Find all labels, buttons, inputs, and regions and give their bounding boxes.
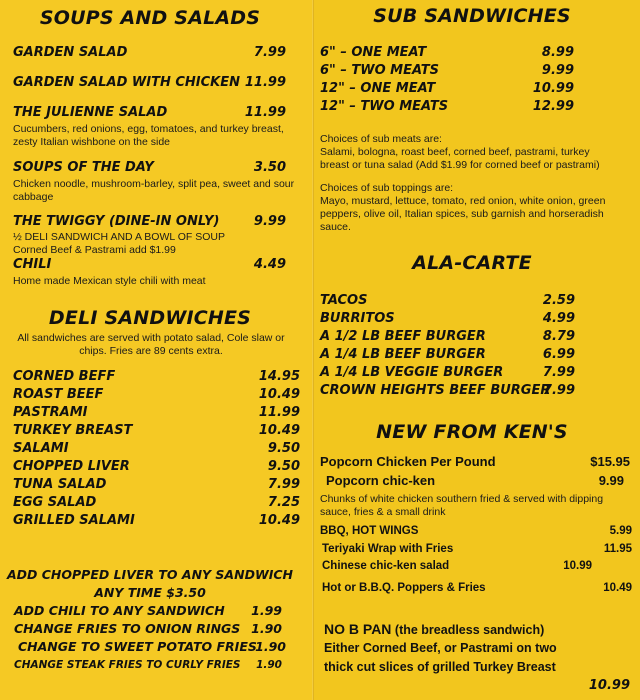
addon-item bbox=[14, 602, 282, 620]
menu-item bbox=[326, 472, 624, 490]
menu-item bbox=[320, 310, 575, 328]
sub-meats-title: Choices of sub meats are: bbox=[320, 133, 442, 145]
item-price: 10.49 bbox=[258, 513, 300, 528]
item-description: Home made Mexican style chili with meat bbox=[13, 275, 206, 287]
item-name: 12" – ONE MEAT bbox=[320, 81, 436, 96]
item-description: Chicken noodle, mushroom-barley, split pea, sweet and sour cabbage bbox=[13, 178, 295, 203]
item-name: A 1/4 LB BEEF BURGER bbox=[320, 347, 486, 362]
addon-list bbox=[14, 602, 286, 674]
item-name: GRILLED SALAMI bbox=[13, 513, 135, 528]
item-price: 10.99 bbox=[563, 560, 592, 572]
menu-item bbox=[320, 292, 575, 310]
item-name: TURKEY BREAST bbox=[13, 423, 133, 438]
item-price: 7.99 bbox=[542, 365, 575, 380]
nobpan-line: Either Corned Beef, or Pastrami on two bbox=[324, 641, 557, 655]
left-column bbox=[0, 0, 312, 700]
item-price: 1.90 bbox=[251, 621, 282, 636]
sub-meats: Salami, bologna, roast beef, corned beef, pastrami, turkey breast or tuna salad (Add $1.99 for corned beef or pastrami) bbox=[320, 146, 600, 171]
kens-title: NEW FROM KEN'S bbox=[376, 421, 568, 443]
item-description: Chunks of white chicken southern fried & served with dipping sauce, fries & a small drink bbox=[320, 493, 604, 518]
item-price: 11.99 bbox=[258, 405, 300, 420]
addon-item bbox=[14, 620, 282, 638]
item-name: SALAMI bbox=[13, 441, 69, 456]
menu-item bbox=[320, 364, 575, 382]
item-name: CROWN HEIGHTS BEEF BURGER bbox=[320, 383, 551, 398]
menu-item bbox=[320, 346, 575, 364]
item-price: $15.95 bbox=[590, 454, 630, 469]
item-name: THE TWIGGY (DINE-IN ONLY) bbox=[13, 214, 220, 229]
deli-title: DELI SANDWICHES bbox=[48, 307, 252, 329]
item-name: THE JULIENNE SALAD bbox=[13, 105, 168, 120]
item-name: A 1/4 LB VEGGIE BURGER bbox=[320, 365, 504, 380]
item-name: BURRITOS bbox=[320, 311, 395, 326]
item-price: 11.99 bbox=[244, 75, 286, 90]
item-name: Popcorn chic-ken bbox=[326, 473, 436, 488]
item-name: GARDEN SALAD bbox=[13, 45, 128, 60]
menu-item bbox=[322, 540, 632, 558]
item-price: 7.25 bbox=[267, 495, 300, 510]
item-price: 10.99 bbox=[532, 81, 574, 96]
alacarte-list bbox=[320, 292, 575, 400]
item-name: SOUPS OF THE DAY bbox=[13, 160, 154, 175]
menu-item bbox=[13, 386, 300, 404]
item-price: 11.99 bbox=[244, 105, 286, 120]
soups-salads-title: SOUPS AND SALADS bbox=[39, 7, 261, 29]
menu-item bbox=[320, 382, 575, 400]
item-description: Cucumbers, red onions, egg, tomatoes, and turkey breast, zesty Italian wishbone on the side bbox=[13, 123, 284, 148]
item-price: 2.59 bbox=[542, 293, 575, 308]
menu-item bbox=[13, 213, 286, 231]
item-price: 8.99 bbox=[541, 45, 574, 60]
item-name: Teriyaki Wrap with Fries bbox=[322, 543, 454, 555]
item-name: A 1/2 LB BEEF BURGER bbox=[320, 329, 486, 344]
item-name: CHANGE STEAK FRIES TO CURLY FRIES bbox=[14, 659, 241, 671]
item-name: 6" – ONE MEAT bbox=[320, 45, 427, 60]
addon-line: ADD CHOPPED LIVER TO ANY SANDWICH bbox=[6, 567, 294, 582]
menu-item bbox=[320, 98, 574, 116]
item-name: ADD CHILI TO ANY SANDWICH bbox=[14, 603, 225, 618]
menu-item bbox=[13, 159, 286, 177]
item-name: CHOPPED LIVER bbox=[13, 459, 130, 474]
item-price: 1.99 bbox=[251, 603, 282, 618]
menu-item bbox=[13, 368, 300, 386]
menu-item bbox=[13, 512, 300, 530]
nobpan-price: 10.99 bbox=[588, 678, 630, 693]
item-price: 8.79 bbox=[542, 329, 575, 344]
item-name: EGG SALAD bbox=[13, 495, 97, 510]
menu-item bbox=[13, 74, 286, 92]
item-price: 10.49 bbox=[258, 423, 300, 438]
item-price: 6.99 bbox=[542, 347, 575, 362]
nobpan-subtitle: (the breadless sandwich) bbox=[394, 623, 545, 637]
item-price: 1.90 bbox=[256, 659, 282, 671]
item-name: CHANGE FRIES TO ONION RINGS bbox=[14, 621, 241, 636]
item-name: Chinese chic-ken salad bbox=[322, 560, 450, 572]
menu-item bbox=[13, 494, 300, 512]
item-name: CHILI bbox=[13, 257, 52, 272]
item-name: BBQ, HOT WINGS bbox=[320, 525, 419, 537]
item-price: 1.90 bbox=[255, 639, 286, 654]
item-price: 9.50 bbox=[267, 459, 300, 474]
subs-title: SUB SANDWICHES bbox=[373, 5, 571, 27]
menu-item bbox=[322, 579, 632, 597]
item-price: 11.95 bbox=[603, 543, 632, 555]
menu-item bbox=[322, 557, 592, 575]
menu-item bbox=[13, 104, 286, 122]
item-description: ½ DELI SANDWICH AND A BOWL OF SOUP Corned Beef & Pastrami add $1.99 bbox=[13, 231, 225, 256]
item-name: ROAST BEEF bbox=[13, 387, 104, 402]
item-price: 9.99 bbox=[541, 63, 574, 78]
item-price: 3.50 bbox=[253, 160, 286, 175]
menu-item bbox=[320, 453, 630, 471]
item-name: Popcorn Chicken Per Pound bbox=[320, 454, 496, 469]
sub-toppings-title: Choices of sub toppings are: bbox=[320, 182, 454, 194]
menu-item bbox=[13, 476, 300, 494]
menu-item bbox=[13, 256, 286, 274]
nobpan-line: thick cut slices of grilled Turkey Breast bbox=[324, 660, 556, 674]
item-price: 7.99 bbox=[267, 477, 300, 492]
item-name: TUNA SALAD bbox=[13, 477, 107, 492]
addon-item bbox=[14, 638, 286, 656]
menu-item bbox=[320, 44, 574, 62]
item-price: 10.49 bbox=[258, 387, 300, 402]
menu-item bbox=[320, 80, 574, 98]
item-price: 7.99 bbox=[542, 383, 575, 398]
item-price: 9.99 bbox=[598, 473, 624, 488]
menu-item bbox=[13, 44, 286, 62]
item-price: 7.99 bbox=[253, 45, 286, 60]
subs-list bbox=[320, 44, 574, 116]
menu-item bbox=[13, 422, 300, 440]
item-price: 9.99 bbox=[253, 214, 286, 229]
menu-item bbox=[320, 62, 574, 80]
item-name: CHANGE TO SWEET POTATO FRIES bbox=[18, 639, 257, 654]
item-price: 14.95 bbox=[258, 369, 300, 384]
alacarte-title: ALA-CARTE bbox=[412, 252, 532, 274]
menu-item bbox=[13, 458, 300, 476]
item-name: GARDEN SALAD WITH CHICKEN bbox=[13, 75, 240, 90]
item-price: 9.50 bbox=[267, 441, 300, 456]
nobpan-heading bbox=[324, 620, 630, 639]
item-name: TACOS bbox=[320, 293, 368, 308]
right-column bbox=[314, 0, 640, 700]
nobpan-title: NO B PAN bbox=[324, 621, 392, 637]
menu-item bbox=[320, 522, 632, 540]
sub-toppings: Mayo, mustard, lettuce, tomato, red onion, white onion, green peppers, olive oil, Italian spices, sub garnish and horseradish sauce. bbox=[320, 195, 606, 233]
item-price: 5.99 bbox=[609, 525, 632, 537]
item-price: 10.49 bbox=[603, 582, 632, 594]
menu-item bbox=[320, 328, 575, 346]
menu-item bbox=[13, 440, 300, 458]
item-name: 6" – TWO MEATS bbox=[320, 63, 440, 78]
item-price: 4.99 bbox=[542, 311, 575, 326]
addon-item bbox=[14, 656, 282, 674]
addon-line: ANY TIME $3.50 bbox=[94, 585, 206, 600]
item-name: PASTRAMI bbox=[13, 405, 88, 420]
menu-item bbox=[13, 404, 300, 422]
item-price: 4.49 bbox=[253, 257, 286, 272]
item-price: 12.99 bbox=[532, 99, 574, 114]
item-name: CORNED BEFF bbox=[13, 369, 116, 384]
deli-note: All sandwiches are served with potato salad, Cole slaw or chips. Fries are 89 cents extra. bbox=[17, 332, 285, 357]
item-name: 12" – TWO MEATS bbox=[320, 99, 449, 114]
deli-list bbox=[13, 368, 300, 530]
item-name: Hot or B.B.Q. Poppers & Fries bbox=[322, 582, 486, 594]
